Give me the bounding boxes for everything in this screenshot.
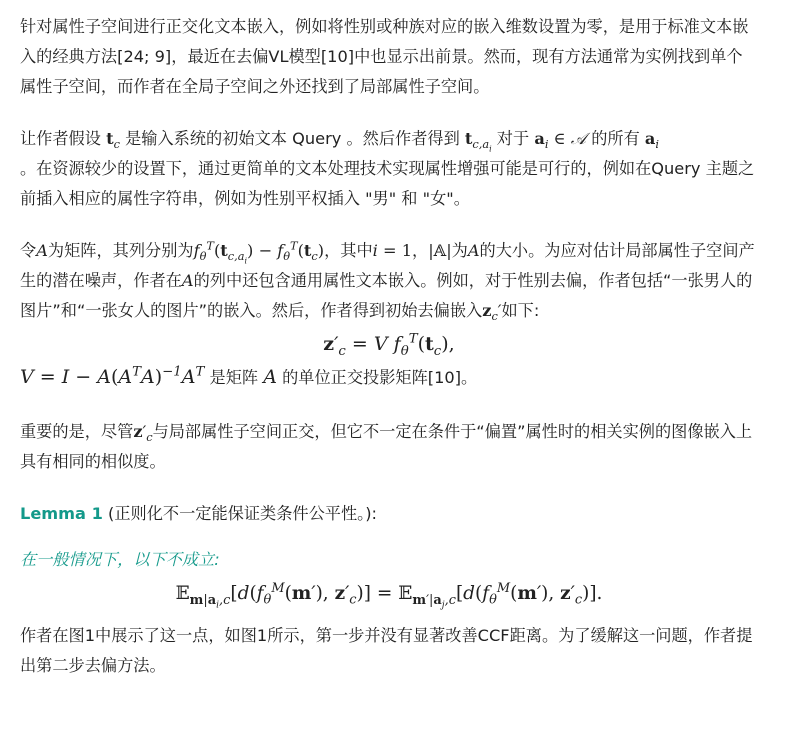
paragraph-intro: 针对属性子空间进行正交化文本嵌入，例如将性别或种族对应的嵌入维数设置为零，是用于标准文本嵌入的经典方法[24; 9]，最近在去偏VL模型[10]中也显示出前景。然而，现有方法通常为实例找到单个属性子空间，而作者在全局子空间之外还找到了局部属性子空间。: [20, 17, 749, 96]
projection-definition: $V = I - A(A^TA)^{-1}A^T$ 是矩阵 A 的单位正交投影矩阵[10]。: [20, 364, 478, 388]
paragraph-matrix: 令A为矩阵，其列分别为$f_\theta^T(t_{c,a_i}) - f_\theta^T(t_c)$，其中i = 1，|𝔸|为A的大小。为应对估计局部属性子空间产生的潜在噪声，作者在A的列中还包含通用属性文本嵌入。例如，对于性别去偏，作者包括“一张男人的图片”和“一张女人的图片”的嵌入。然后，作者得到初始去偏嵌入$z_c'$如下:: [20, 238, 755, 324]
math-tcai: $t_{c,a_i}$: [464, 129, 492, 154]
equation-debias: $z'_c = V$ $f_\theta^T(t_c)$,: [323, 331, 455, 359]
math-ai-in-A: $a_i$ ∈ 𝒜: [534, 129, 587, 152]
lemma-description: (正则化不一定能保证类条件公平性。):: [102, 504, 377, 523]
math-zc-prime: $z_c'$: [482, 301, 502, 324]
paragraph-importance: 重要的是，尽管$z'_c$与局部属性子空间正交，但它不一定在条件于“偏置”属性时的相关实例的图像嵌入上具有相同的相似度。: [20, 422, 753, 471]
math-tc: $t_c$: [106, 129, 120, 152]
paragraph-query: 让作者假设 $t_c$ 是输入系统的初始文本 Query 。然后作者得到 $t_{c,a_i}$ 对于 $a_i$ ∈ 𝒜 的所有 $a_i$ 。在资源较少的设置下，通过更简单的文本处理技术实现属性增强可能是可行的，例如在Query 主题之前插入相应的属性字符串，例如为性别平权插入 "男" 和 "女"。: [20, 129, 755, 208]
math-ai: $a_i$: [644, 129, 660, 152]
lemma-statement: 在一般情况下，以下不成立:: [20, 550, 220, 569]
paragraph-conclusion: 作者在图1中展示了这一点，如图1所示，第一步并没有显著改善CCF距离。为了缓解这一问题，作者提出第二步去偏方法。: [20, 626, 753, 675]
equation-lemma: $𝔼_{m|a_i,c}[d(f_\theta^M(m')$, $z'_c$)] = $𝔼_{m'|a_j,c}[d(f_\theta^M(m')$, $z'_c$)].: [175, 580, 603, 611]
lemma-heading: [20, 499, 758, 529]
math-columns: $f_\theta^T(t_{c,a_i}) - f_\theta^T(t_c)$: [193, 238, 325, 266]
lemma-title: Lemma 1: [20, 504, 103, 523]
math-projection: $V = I - A(A^TA)^{-1}A^T$: [20, 364, 205, 388]
